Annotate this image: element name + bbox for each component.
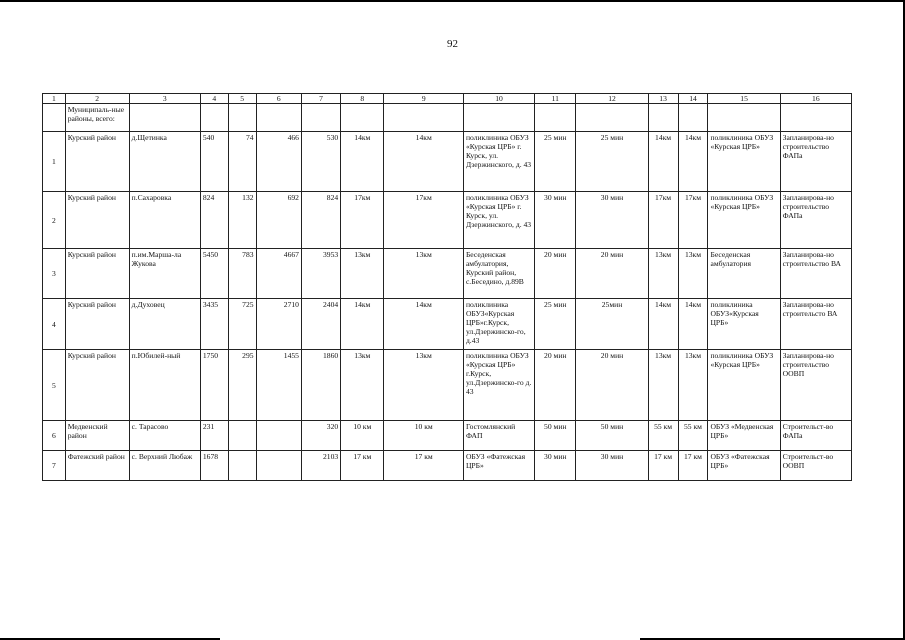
plan-cell: Запланирова-но строительство ФАПа	[780, 192, 851, 249]
col-number: 15	[708, 94, 780, 104]
table-row	[43, 421, 852, 451]
settlement-cell: п.им.Марша-ла Жукова	[129, 249, 200, 299]
population-children-cell: 725	[228, 299, 256, 350]
row-number: 6	[43, 421, 66, 451]
population-adults-cell	[256, 451, 301, 481]
population-total-cell: 540	[200, 132, 228, 192]
time-cell: 20 мин	[576, 350, 648, 421]
plan-cell: Запланирова-но строительство ООВП	[780, 350, 851, 421]
population-adults-cell: 1455	[256, 350, 301, 421]
row-number: 7	[43, 451, 66, 481]
population-children-cell: 74	[228, 132, 256, 192]
distance-cell: 13км	[384, 350, 463, 421]
table-row	[43, 192, 852, 249]
table-row	[43, 132, 852, 192]
time-cell: 25мин	[576, 299, 648, 350]
col7-cell: 3953	[301, 249, 340, 299]
settlement-cell: с. Верхний Любаж	[129, 451, 200, 481]
plan-cell: Строительст-во ООВП	[780, 451, 851, 481]
table-body	[43, 132, 852, 481]
time-cell: 20 мин	[535, 350, 576, 421]
col7-cell: 2103	[301, 451, 340, 481]
settlement-cell: д.Духовец	[129, 299, 200, 350]
distance-cell: 13км	[678, 350, 708, 421]
district-cell: Курский район	[65, 192, 129, 249]
col-number: 1	[43, 94, 66, 104]
time-cell: 30 мин	[535, 192, 576, 249]
time-cell: 30 мин	[535, 451, 576, 481]
col7-cell: 320	[301, 421, 340, 451]
population-total-cell: 3435	[200, 299, 228, 350]
time-cell: 25 мин	[576, 132, 648, 192]
distance-cell: 13км	[384, 249, 463, 299]
time-cell: 25 мин	[535, 299, 576, 350]
column-number-row	[43, 94, 852, 104]
distance-cell: 13км	[648, 249, 678, 299]
time-cell: 50 мин	[535, 421, 576, 451]
facility-cell: ОБУЗ «Фатежская ЦРБ»	[463, 451, 534, 481]
table-row	[43, 451, 852, 481]
institution-cell: Беседенская амбулатория	[708, 249, 780, 299]
distance-cell: 55 км	[678, 421, 708, 451]
population-total-cell: 1678	[200, 451, 228, 481]
distance-cell: 14км	[341, 132, 384, 192]
col-number: 7	[301, 94, 340, 104]
time-cell: 20 мин	[535, 249, 576, 299]
row-number: 4	[43, 299, 66, 350]
institution-cell: ОБУЗ «Фатежская ЦРБ»	[708, 451, 780, 481]
population-adults-cell: 466	[256, 132, 301, 192]
settlement-cell: д.Щетинка	[129, 132, 200, 192]
col-number: 12	[576, 94, 648, 104]
population-children-cell	[228, 451, 256, 481]
settlement-cell: с. Тарасово	[129, 421, 200, 451]
col-number: 4	[200, 94, 228, 104]
distance-cell: 14км	[384, 299, 463, 350]
population-total-cell: 824	[200, 192, 228, 249]
facility-cell: поликлиника ОБУЗ «Курская ЦРБ» г.Курск, ул.Дзержинско-го д. 43	[463, 350, 534, 421]
district-cell: Курский район	[65, 350, 129, 421]
population-adults-cell: 4667	[256, 249, 301, 299]
data-table	[42, 93, 852, 481]
row-number: 1	[43, 132, 66, 192]
table-row	[43, 249, 852, 299]
col7-cell: 824	[301, 192, 340, 249]
col-number: 9	[384, 94, 463, 104]
population-children-cell: 295	[228, 350, 256, 421]
time-cell: 20 мин	[576, 249, 648, 299]
page-number: 92	[447, 38, 458, 50]
distance-cell: 17 км	[648, 451, 678, 481]
institution-cell: поликлиника ОБУЗ«Курская ЦРБ»	[708, 299, 780, 350]
plan-cell: Запланирова-но строительсто ВА	[780, 299, 851, 350]
time-cell: 30 мин	[576, 192, 648, 249]
col-number: 2	[65, 94, 129, 104]
col-number: 16	[780, 94, 851, 104]
distance-cell: 17км	[341, 192, 384, 249]
distance-cell: 17км	[648, 192, 678, 249]
settlement-cell: п.Юбилей-ный	[129, 350, 200, 421]
distance-cell: 13км	[678, 249, 708, 299]
distance-cell: 17 км	[678, 451, 708, 481]
distance-cell: 14км	[678, 132, 708, 192]
distance-cell: 13км	[648, 350, 678, 421]
row-number: 5	[43, 350, 66, 421]
facility-cell: поликлиника ОБУЗ«Курская ЦРБ»г.Курск, ул.Дзержинско-го, д.43	[463, 299, 534, 350]
district-cell: Фатежский район	[65, 451, 129, 481]
institution-cell: поликлиника ОБУЗ «Курская ЦРБ»	[708, 132, 780, 192]
population-children-cell: 783	[228, 249, 256, 299]
table-row	[43, 299, 852, 350]
distance-cell: 14км	[648, 132, 678, 192]
col7-cell: 1860	[301, 350, 340, 421]
distance-cell: 17км	[678, 192, 708, 249]
facility-cell: Гостомлянский ФАП	[463, 421, 534, 451]
distance-cell: 55 км	[648, 421, 678, 451]
population-adults-cell: 2710	[256, 299, 301, 350]
table-row	[43, 350, 852, 421]
distance-cell: 17км	[384, 192, 463, 249]
col-number: 14	[678, 94, 708, 104]
population-total-cell: 1750	[200, 350, 228, 421]
plan-cell: Строительст-во ФАПа	[780, 421, 851, 451]
row-number: 2	[43, 192, 66, 249]
page-frame-top	[0, 0, 905, 2]
district-cell: Медвенский район	[65, 421, 129, 451]
population-adults-cell	[256, 421, 301, 451]
institution-cell: поликлиника ОБУЗ «Курская ЦРБ»	[708, 350, 780, 421]
col-number: 5	[228, 94, 256, 104]
distance-cell: 14км	[648, 299, 678, 350]
subheader-label: Муниципаль-ные районы, всего:	[65, 104, 129, 132]
facility-cell: поликлиника ОБУЗ «Курская ЦРБ» г. Курск, ул. Дзержинского, д. 43	[463, 192, 534, 249]
institution-cell: ОБУЗ «Медвенская ЦРБ»	[708, 421, 780, 451]
distance-cell: 14км	[384, 132, 463, 192]
district-cell: Курский район	[65, 132, 129, 192]
time-cell: 25 мин	[535, 132, 576, 192]
col-number: 6	[256, 94, 301, 104]
distance-cell: 14км	[678, 299, 708, 350]
institution-cell: поликлиника ОБУЗ «Курская ЦРБ»	[708, 192, 780, 249]
row-number: 3	[43, 249, 66, 299]
population-adults-cell: 692	[256, 192, 301, 249]
col-number: 3	[129, 94, 200, 104]
col-number: 10	[463, 94, 534, 104]
population-total-cell: 231	[200, 421, 228, 451]
distance-cell: 13км	[341, 350, 384, 421]
distance-cell: 17 км	[384, 451, 463, 481]
col7-cell: 530	[301, 132, 340, 192]
population-total-cell: 5450	[200, 249, 228, 299]
plan-cell: Запланирова-но строительство ВА	[780, 249, 851, 299]
col-number: 8	[341, 94, 384, 104]
time-cell: 30 мин	[576, 451, 648, 481]
time-cell: 50 мин	[576, 421, 648, 451]
col-number: 11	[535, 94, 576, 104]
col7-cell: 2404	[301, 299, 340, 350]
subheader-row	[43, 104, 852, 132]
distance-cell: 17 км	[341, 451, 384, 481]
facility-cell: поликлиника ОБУЗ «Курская ЦРБ» г. Курск, ул. Дзержинского, д. 43	[463, 132, 534, 192]
distance-cell: 13км	[341, 249, 384, 299]
distance-cell: 14км	[341, 299, 384, 350]
col-number: 13	[648, 94, 678, 104]
facility-cell: Беседенская амбулатория, Курский район, с.Беседино, д.89В	[463, 249, 534, 299]
district-cell: Курский район	[65, 249, 129, 299]
district-cell: Курский район	[65, 299, 129, 350]
distance-cell: 10 км	[384, 421, 463, 451]
plan-cell: Запланирова-но строительство ФАПа	[780, 132, 851, 192]
population-children-cell	[228, 421, 256, 451]
population-children-cell: 132	[228, 192, 256, 249]
distance-cell: 10 км	[341, 421, 384, 451]
settlement-cell: п.Сахаровка	[129, 192, 200, 249]
